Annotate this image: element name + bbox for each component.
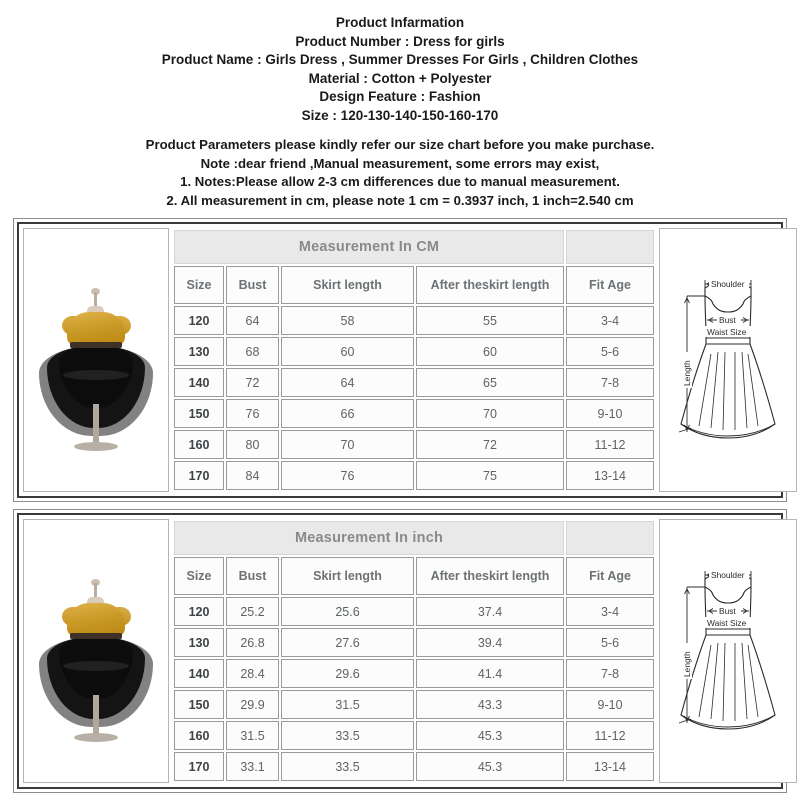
parameters-line-note-2: 2. All measurement in cm, please note 1 cm = 0.3937 inch, 1 inch=2.540 cm	[166, 192, 634, 208]
column-header-fit-age: Fit Age	[566, 266, 654, 304]
diagram-label-waist-size: Waist Size	[707, 327, 747, 337]
table-title-row	[174, 521, 654, 555]
cell-skirt-length: 76	[281, 461, 414, 490]
column-header-after-skirt-length: After theskirt length	[416, 266, 564, 304]
header-line-design-feature: Design Feature : Fashion	[319, 89, 481, 104]
table-title-blank-inch	[566, 521, 654, 555]
cell-size: 130	[174, 628, 224, 657]
size-chart-panel-cm	[13, 218, 787, 502]
cell-bust: 76	[226, 399, 279, 428]
column-header-bust: Bust	[226, 266, 279, 304]
table-row	[174, 628, 654, 657]
column-header-skirt-length: Skirt length	[281, 557, 414, 595]
column-header-after-skirt-length: After theskirt length	[416, 557, 564, 595]
diagram-label-waist-size: Waist Size	[707, 618, 747, 628]
cell-fit-age: 9-10	[566, 690, 654, 719]
cell-size: 130	[174, 337, 224, 366]
table-row	[174, 721, 654, 750]
cell-after-skirt-length: 72	[416, 430, 564, 459]
cell-skirt-length: 66	[281, 399, 414, 428]
cell-after-skirt-length: 37.4	[416, 597, 564, 626]
product-photo-inch	[23, 519, 169, 783]
dress-measurement-diagram-icon	[665, 553, 791, 749]
cell-skirt-length: 29.6	[281, 659, 414, 688]
product-photo-cm	[23, 228, 169, 492]
cell-bust: 80	[226, 430, 279, 459]
cell-after-skirt-length: 75	[416, 461, 564, 490]
cell-after-skirt-length: 45.3	[416, 721, 564, 750]
cell-skirt-length: 33.5	[281, 721, 414, 750]
size-table-cm	[172, 228, 656, 492]
cell-skirt-length: 64	[281, 368, 414, 397]
table-row	[174, 659, 654, 688]
cell-size: 170	[174, 752, 224, 781]
product-parameters-note	[0, 136, 800, 210]
measurement-diagram-cm	[659, 228, 797, 492]
header-line-size: Size : 120-130-140-150-160-170	[301, 107, 499, 123]
table-title-blank-cm	[566, 230, 654, 264]
size-table-inch	[172, 519, 656, 783]
cell-size: 150	[174, 690, 224, 719]
cell-skirt-length: 58	[281, 306, 414, 335]
diagram-label-bust: Bust	[719, 315, 736, 325]
table-row	[174, 597, 654, 626]
column-header-bust: Bust	[226, 557, 279, 595]
cell-after-skirt-length: 70	[416, 399, 564, 428]
column-header-skirt-length: Skirt length	[281, 266, 414, 304]
cell-fit-age: 5-6	[566, 337, 654, 366]
cell-fit-age: 3-4	[566, 306, 654, 335]
measurement-diagram-inch	[659, 519, 797, 783]
cell-skirt-length: 33.5	[281, 752, 414, 781]
cell-size: 170	[174, 461, 224, 490]
cell-after-skirt-length: 45.3	[416, 752, 564, 781]
table-header-row	[174, 557, 654, 595]
cell-fit-age: 11-12	[566, 430, 654, 459]
cell-bust: 33.1	[226, 752, 279, 781]
cell-bust: 68	[226, 337, 279, 366]
cell-bust: 64	[226, 306, 279, 335]
parameters-line-note: Note :dear friend ,Manual measurement, some errors may exist,	[200, 155, 600, 171]
cell-bust: 29.9	[226, 690, 279, 719]
table-title-inch: Measurement In inch	[174, 521, 564, 555]
header-line-product-number: Product Number : Dress for girls	[295, 33, 505, 49]
cell-after-skirt-length: 43.3	[416, 690, 564, 719]
cell-bust: 72	[226, 368, 279, 397]
cell-fit-age: 7-8	[566, 368, 654, 397]
header-line-product-name: Product Name : Girls Dress , Summer Dresses For Girls , Children Clothes	[161, 52, 639, 67]
table-title-cm: Measurement In CM	[174, 230, 564, 264]
cell-skirt-length: 25.6	[281, 597, 414, 626]
cell-after-skirt-length: 39.4	[416, 628, 564, 657]
table-row	[174, 399, 654, 428]
cell-fit-age: 7-8	[566, 659, 654, 688]
dress-measurement-diagram-icon	[665, 262, 791, 458]
diagram-label-length: Length	[682, 360, 692, 386]
table-row	[174, 690, 654, 719]
cell-after-skirt-length: 41.4	[416, 659, 564, 688]
cell-fit-age: 5-6	[566, 628, 654, 657]
cell-after-skirt-length: 65	[416, 368, 564, 397]
diagram-label-bust: Bust	[719, 606, 736, 616]
table-row	[174, 368, 654, 397]
cell-fit-age: 3-4	[566, 597, 654, 626]
table-row	[174, 306, 654, 335]
cell-bust: 25.2	[226, 597, 279, 626]
cell-fit-age: 11-12	[566, 721, 654, 750]
cell-size: 160	[174, 721, 224, 750]
diagram-label-shoulder: Shoulder	[711, 279, 745, 289]
cell-skirt-length: 31.5	[281, 690, 414, 719]
cell-after-skirt-length: 55	[416, 306, 564, 335]
parameters-line-intro: Product Parameters please kindly refer our size chart before you make purchase.	[145, 137, 655, 152]
cell-skirt-length: 70	[281, 430, 414, 459]
table-row	[174, 461, 654, 490]
table-title-row	[174, 230, 654, 264]
product-information-header	[0, 0, 800, 125]
cell-fit-age: 13-14	[566, 752, 654, 781]
dress-product-image	[29, 262, 163, 458]
table-row	[174, 337, 654, 366]
cell-skirt-length: 60	[281, 337, 414, 366]
size-table-container-cm	[169, 228, 659, 492]
column-header-fit-age: Fit Age	[566, 557, 654, 595]
cell-bust: 28.4	[226, 659, 279, 688]
cell-after-skirt-length: 60	[416, 337, 564, 366]
table-row	[174, 430, 654, 459]
cell-bust: 31.5	[226, 721, 279, 750]
size-table-container-inch	[169, 519, 659, 783]
cell-size: 140	[174, 368, 224, 397]
diagram-label-length: Length	[682, 651, 693, 677]
column-header-size: Size	[174, 266, 224, 304]
column-header-size: Size	[174, 557, 224, 595]
cell-size: 120	[174, 306, 224, 335]
size-chart-panel-inch	[13, 509, 787, 793]
header-line-title: Product Infarmation	[335, 15, 465, 30]
cell-size: 140	[174, 659, 224, 688]
cell-skirt-length: 27.6	[281, 628, 414, 657]
cell-bust: 84	[226, 461, 279, 490]
dress-product-image	[29, 553, 163, 749]
cell-fit-age: 13-14	[566, 461, 654, 490]
cell-size: 150	[174, 399, 224, 428]
cell-bust: 26.8	[226, 628, 279, 657]
header-line-material: Material : Cotton + Polyester	[308, 70, 492, 86]
cell-size: 160	[174, 430, 224, 459]
table-header-row	[174, 266, 654, 304]
diagram-label-shoulder: Shoulder	[711, 570, 745, 580]
cell-size: 120	[174, 597, 224, 626]
cell-fit-age: 9-10	[566, 399, 654, 428]
parameters-line-note-1: 1. Notes:Please allow 2-3 cm differences due to manual measurement.	[180, 174, 620, 189]
table-row	[174, 752, 654, 781]
